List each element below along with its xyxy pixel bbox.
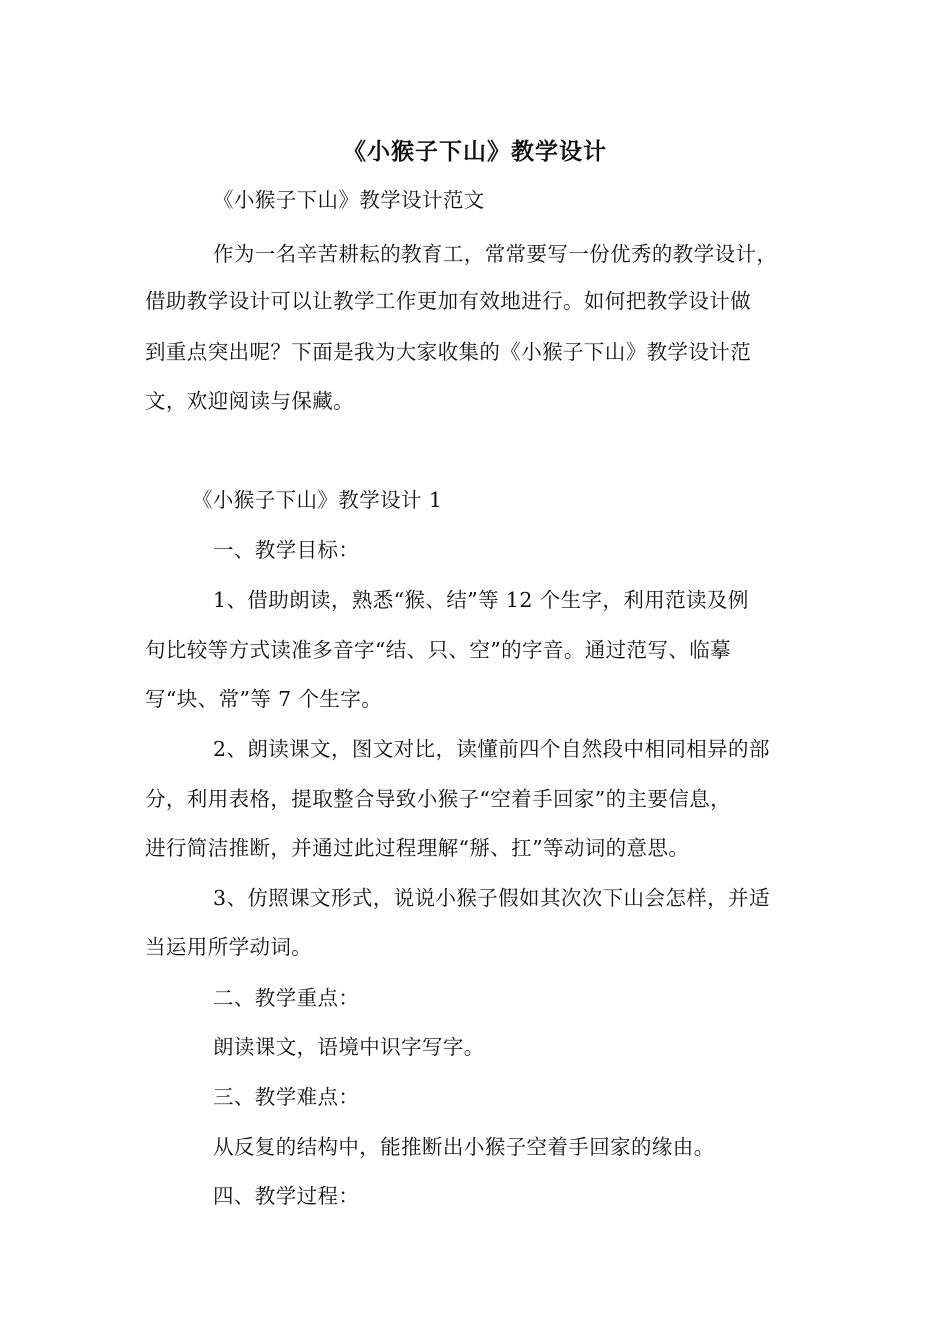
difficulty-heading: 三、教学难点： [213, 1085, 360, 1109]
intro-line-2: 借助教学设计可以让教学工作更加有效地进行。如何把教学设计做 [145, 289, 752, 313]
key-heading: 二、教学重点： [213, 986, 360, 1010]
key-text: 朗读课文，语境中识字写字。 [213, 1035, 485, 1059]
intro-line-1: 作为一名辛苦耕耘的教育工，常常要写一份优秀的教学设计， [213, 242, 778, 266]
intro-line-4: 文，欢迎阅读与保藏。 [145, 389, 354, 413]
intro-line-3: 到重点突出呢？下面是我为大家收集的《小猴子下山》教学设计范 [145, 340, 752, 364]
section-title: 《小猴子下山》教学设计 1 [192, 488, 443, 512]
goal2-line-2: 分，利用表格，提取整合导致小猴子“空着手回家”的主要信息， [145, 787, 732, 811]
page-title: 《小猴子下山》教学设计 [343, 138, 607, 165]
goal1-line-1: 1、借助朗读，熟悉“猴、结”等 12 个生字，利用范读及例 [213, 588, 749, 612]
goal2-line-3: 进行简洁推断，并通过此过程理解“掰、扛”等动词的意思。 [145, 836, 690, 860]
difficulty-text: 从反复的结构中，能推断出小猴子空着手回家的缘由。 [213, 1135, 715, 1159]
process-heading: 四、教学过程： [213, 1184, 360, 1208]
subtitle: 《小猴子下山》教学设计范文 [213, 188, 485, 212]
goal2-line-1: 2、朗读课文，图文对比，读懂前四个自然段中相同相异的部 [213, 737, 770, 761]
goals-heading: 一、教学目标： [213, 538, 360, 562]
goal1-line-3: 写“块、常”等 7 个生字。 [145, 687, 383, 711]
goal1-line-2: 句比较等方式读准多音字“结、只、空”的字音。通过范写、临摹 [145, 638, 732, 662]
goal3-line-1: 3、仿照课文形式，说说小猴子假如其次次下山会怎样，并适 [213, 886, 770, 910]
goal3-line-2: 当运用所学动词。 [145, 935, 313, 959]
